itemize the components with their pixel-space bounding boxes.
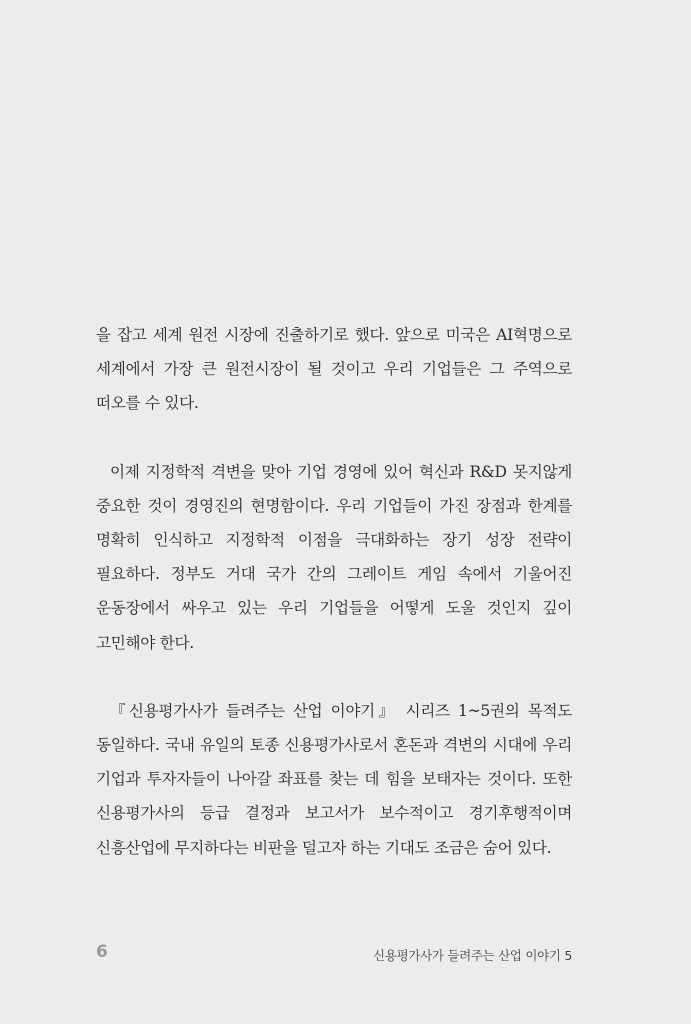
paragraph-series-purpose: 『신용평가사가 들려주는 산업 이야기』 시리즈 1~5권의 목적도 동일하다. 국내 유일의 토종 신용평가사로서 혼돈과 격변의 시대에 우리 기업과 투자자들이 나아갈 좌표를 찾는 데 힘을 보태자는 것이다. 또한 신용평가사의 등급 결정과 보고서가 보수적이고 경기후행적이며 신흥산업에 무지하다는 비판을 덜고자 하는 기대도 조금은 숨어 있다.	[96, 701, 572, 857]
body-text	[96, 318, 572, 865]
paragraph-continuation: 을 잡고 세계 원전 시장에 진출하기로 했다. 앞으로 미국은 AI혁명으로 세계에서 가장 큰 원전시장이 될 것이고 우리 기업들은 그 주역으로 떠오를 수 있다.	[96, 326, 572, 413]
paragraph-spacer	[96, 421, 572, 455]
paragraph-spacer	[96, 660, 572, 694]
paragraph-geopolitics: 이제 지정학적 격변을 맞아 기업 경영에 있어 혁신과 R&D 못지않게 중요한 것이 경영진의 현명함이다. 우리 기업들이 가진 장점과 한계를 명확히 인식하고 지정학적 이점을 극대화하는 장기 성장 전략이 필요하다. 정부도 거대 국가 간의 그레이트 게임 속에서 기울어진 운동장에서 싸우고 있는 우리 기업들을 어떻게 도울 것인지 깊이 고민해야 한다.	[96, 462, 572, 652]
page-number: 6	[96, 942, 108, 962]
running-footer-title: 신용평가사가 들려주는 산업 이야기 5	[373, 948, 572, 963]
